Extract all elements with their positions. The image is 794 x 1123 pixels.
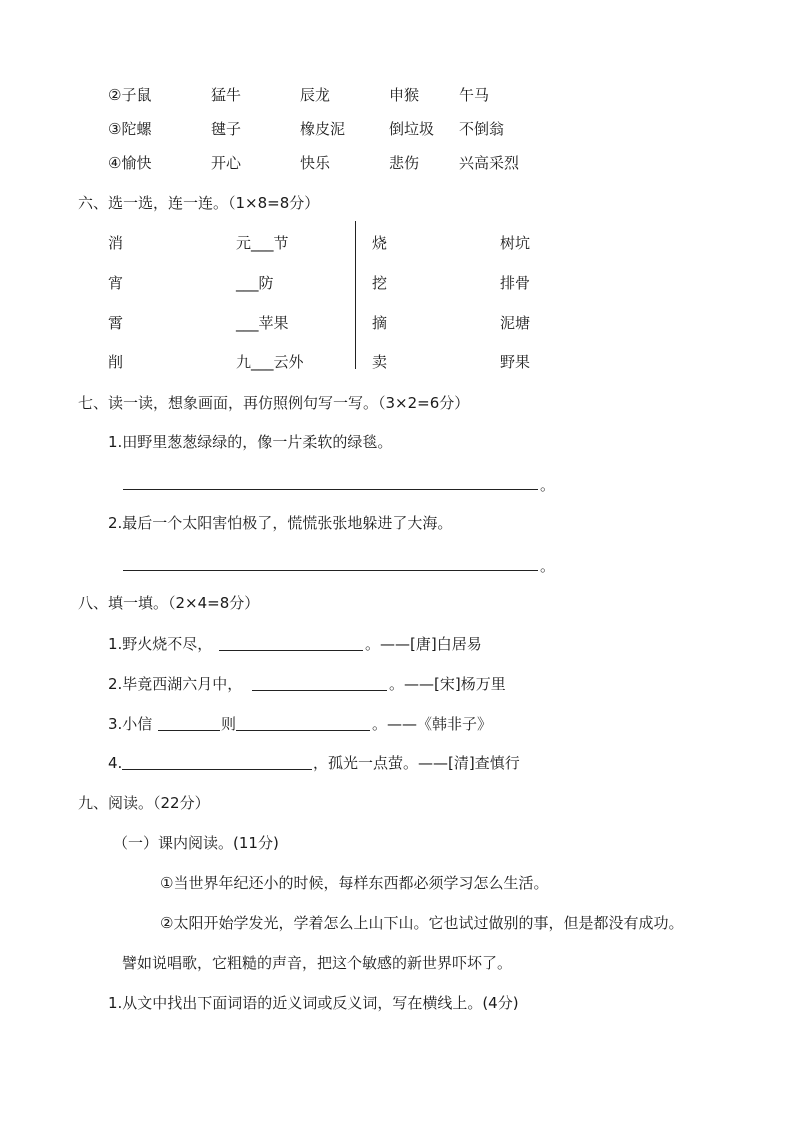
word-item: 悲伤 [389, 154, 420, 172]
subsection-title: （一）课内阅读。(11分) [113, 834, 279, 852]
match-right-verb: 烧 [372, 234, 388, 252]
word-item: 快乐 [300, 154, 331, 172]
answer-line-1[interactable] [123, 489, 538, 490]
match-right-noun: 树坑 [500, 234, 531, 252]
poem-line-3-post: 。——《韩非子》 [372, 715, 493, 733]
poem-line-3-pre: 3.小信 [108, 715, 153, 733]
match-right-noun: 泥塘 [500, 314, 531, 332]
word-item: 辰龙 [300, 86, 331, 104]
match-right-verb: 挖 [372, 274, 388, 292]
match-left-char: 宵 [108, 274, 124, 292]
match-left-phrase[interactable]: ___防 [236, 274, 274, 292]
word-item: 猛牛 [211, 86, 242, 104]
question-1: 1.从文中找出下面词语的近义词或反义词，写在横线上。(4分) [108, 994, 519, 1012]
poem-line-4-post: ，孤光一点萤。——[清]查慎行 [313, 754, 520, 772]
poem-line-3-mid: 则 [221, 715, 237, 733]
poem-line-1-post: 。——[唐]白居易 [365, 635, 482, 653]
match-right-verb: 摘 [372, 314, 388, 332]
match-right-verb: 卖 [372, 353, 388, 371]
section-8-title: 八、填一填。（2×4=8分） [78, 594, 260, 612]
word-item: 毽子 [211, 120, 242, 138]
word-item: ③陀螺 [108, 120, 152, 138]
poem-line-2-post: 。——[宋]杨万里 [389, 675, 506, 693]
word-item: 申猴 [389, 86, 420, 104]
example-sentence-2: 2.最后一个太阳害怕极了，慌慌张张地躲进了大海。 [108, 514, 453, 532]
match-left-char: 削 [108, 353, 124, 371]
match-left-char: 消 [108, 234, 124, 252]
end-mark: 。 [540, 476, 556, 494]
match-left-phrase[interactable]: 九___云外 [236, 353, 304, 371]
poem-line-1-pre: 1.野火烧不尽， [108, 635, 213, 653]
divider-line [355, 221, 356, 369]
section-7-title: 七、读一读，想象画面，再仿照例句写一写。（3×2=6分） [78, 394, 470, 412]
reading-paragraph-3: 譬如说唱歌，它粗糙的声音，把这个敏感的新世界吓坏了。 [122, 954, 513, 972]
answer-line-2[interactable] [123, 570, 538, 571]
match-left-phrase[interactable]: ___苹果 [236, 314, 289, 332]
poem-line-4-pre: 4. [108, 754, 123, 772]
word-item: 开心 [211, 154, 242, 172]
poem-blank-3b[interactable] [236, 730, 370, 731]
match-left-phrase[interactable]: 元___节 [236, 234, 289, 252]
reading-paragraph-1: ①当世界年纪还小的时候，每样东西都必须学习怎么生活。 [160, 874, 549, 892]
poem-blank-3a[interactable] [158, 730, 220, 731]
example-sentence-1: 1.田野里葱葱绿绿的，像一片柔软的绿毯。 [108, 433, 393, 451]
word-item: 倒垃圾 [389, 120, 435, 138]
section-6-title: 六、选一选，连一连。（1×8=8分） [78, 194, 320, 212]
match-left-char: 霄 [108, 314, 124, 332]
word-item: 橡皮泥 [300, 120, 346, 138]
section-9-title: 九、阅读。（22分） [78, 794, 210, 812]
word-item: 午马 [459, 86, 490, 104]
word-item: 不倒翁 [459, 120, 505, 138]
reading-paragraph-2: ②太阳开始学发光，学着怎么上山下山。它也试过做别的事，但是都没有成功。 [160, 914, 684, 932]
end-mark: 。 [540, 557, 556, 575]
match-right-noun: 排骨 [500, 274, 531, 292]
poem-line-2-pre: 2.毕竟西湖六月中， [108, 675, 243, 693]
word-item: ④愉快 [108, 154, 152, 172]
poem-blank-2[interactable] [252, 690, 387, 691]
poem-blank-1[interactable] [219, 650, 363, 651]
word-item: 兴高采烈 [459, 154, 520, 172]
word-item: ②子鼠 [108, 86, 152, 104]
poem-blank-4[interactable] [122, 769, 312, 770]
match-right-noun: 野果 [500, 353, 531, 371]
